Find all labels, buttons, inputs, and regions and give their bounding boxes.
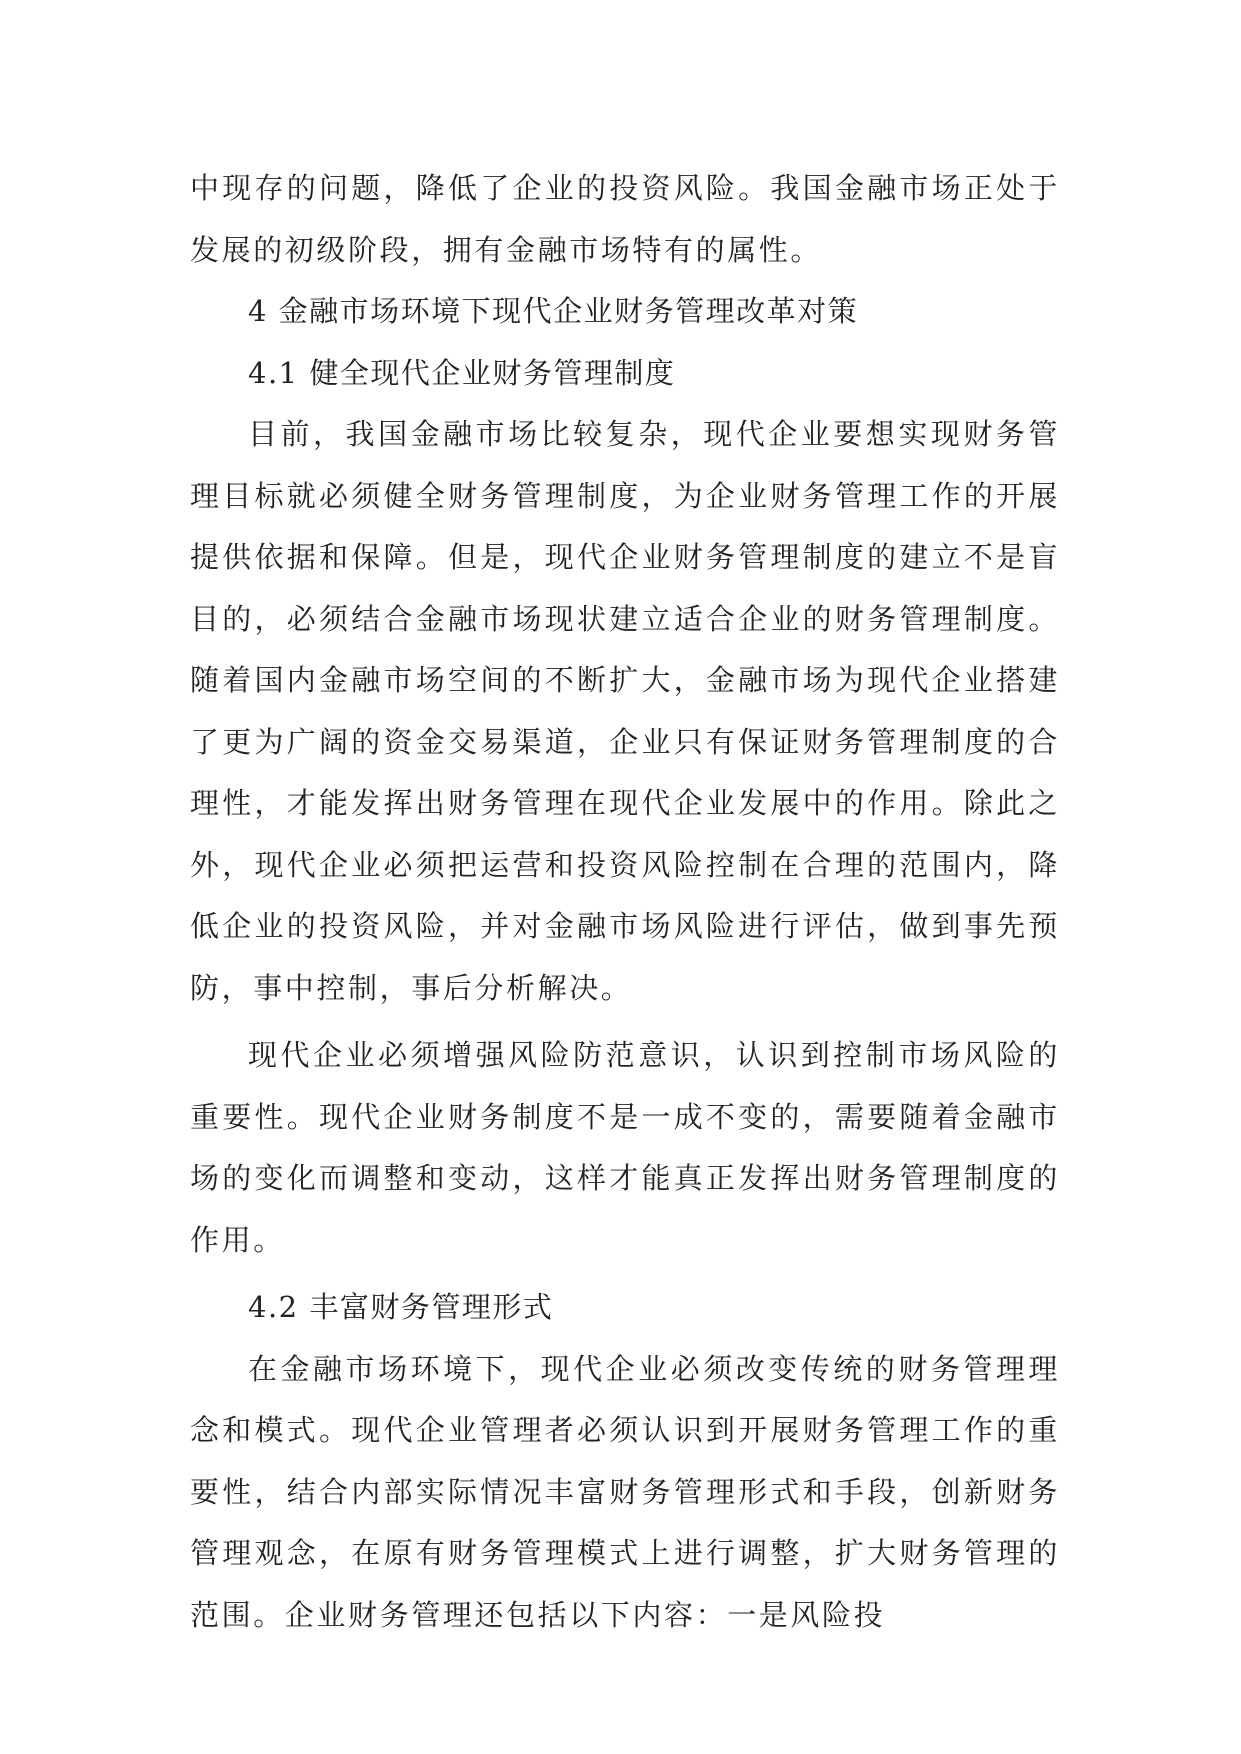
section-heading-4: 4 金融市场环境下现代企业财务管理改革对策 — [248, 294, 859, 328]
paragraph-4-1-a: 目前，我国金融市场比较复杂，现代企业要想实现财务管理目标就必须健全财务管理制度，为企业财务管理工作的开展提供依据和保障。但是，现代企业财务管理制度的建立不是盲目的，必须结合金融市场现状建立适合企业的财务管理制度。随着国内金融市场空间的不断扩大，金融市场为现代企业搭建了更为广阔的资金交易渠道，企业只有保证财务管理制度的合理性，才能发挥出财务管理在现代企业发展中的作用。除此之外，现代企业必须把运营和投资风险控制在合理的范围内，降低企业的投资风险，并对金融市场风险进行评估，做到事先预防，事中控制，事后分析解决。 — [190, 417, 1060, 1005]
document-body — [190, 158, 1060, 1646]
paragraph-4-1-b: 现代企业必须增强风险防范意识，认识到控制市场风险的重要性。现代企业财务制度不是一成不变的，需要随着金融市场的变化而调整和变动，这样才能真正发挥出财务管理制度的作用。 — [190, 1038, 1060, 1257]
section-heading-4-1: 4.1 健全现代企业财务管理制度 — [248, 355, 676, 390]
section-heading-4-2: 4.2 丰富财务管理形式 — [248, 1290, 554, 1324]
paragraph-4-2-a: 在金融市场环境下，现代企业必须改变传统的财务管理理念和模式。现代企业管理者必须认识到开展财务管理工作的重要性，结合内部实际情况丰富财务管理形式和手段，创新财务管理观念，在原有财务管理模式上进行调整，扩大财务管理的范围。企业财务管理还包括以下内容：一是风险投 — [190, 1351, 1060, 1632]
paragraph-continuation: 中现存的问题，降低了企业的投资风险。我国金融市场正处于发展的初级阶段，拥有金融市场特有的属性。 — [190, 171, 1060, 267]
